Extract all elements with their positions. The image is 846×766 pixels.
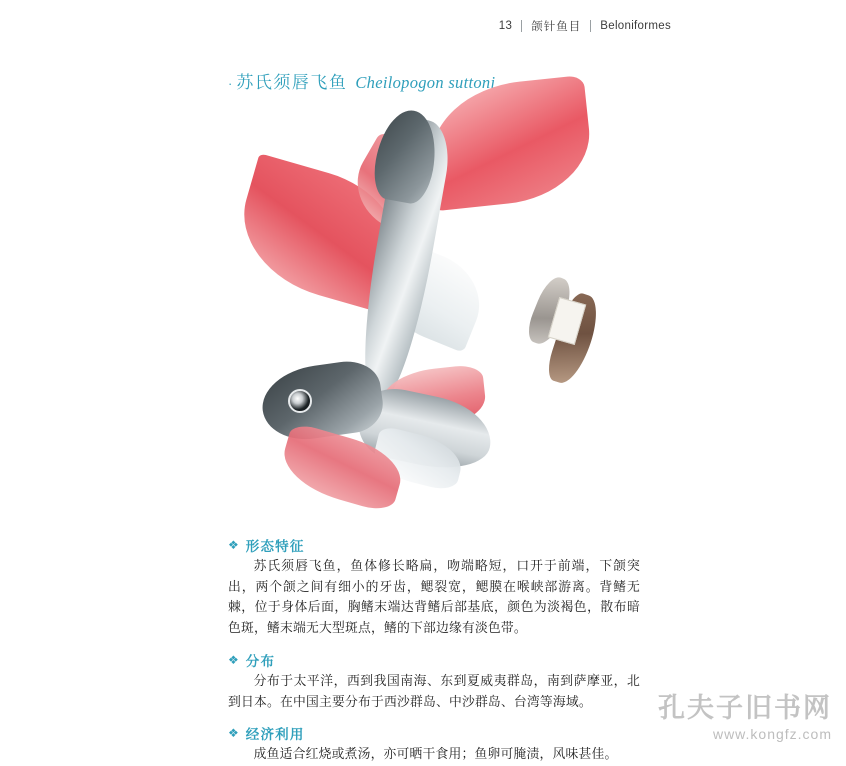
species-name-chinese: 苏氏须唇飞鱼 xyxy=(236,73,348,93)
flower-bullet-icon-3: ❖ xyxy=(228,726,239,741)
flower-bullet-icon: ❖ xyxy=(228,538,239,552)
flying-fish-full-body-photo xyxy=(235,78,635,378)
section-heading-morphology xyxy=(228,535,640,555)
watermark xyxy=(658,686,832,742)
watermark-site-url: www.kongfz.com xyxy=(712,726,832,742)
section-heading-economic-use xyxy=(228,723,640,743)
header-divider-2 xyxy=(590,20,591,32)
closeup-eye xyxy=(288,389,312,413)
watermark-site-name: 孔夫子旧书网 xyxy=(658,693,832,724)
species-name-latin: Cheilopogon suttoni xyxy=(355,73,496,92)
section-heading-distribution xyxy=(228,650,640,670)
flower-bullet-icon-2: ❖ xyxy=(228,652,239,667)
pectoral-fin-right xyxy=(424,75,596,211)
page-number: 13 xyxy=(498,20,513,32)
section-title-distribution: 分布 xyxy=(245,653,276,670)
section-title-morphology: 形态特征 xyxy=(245,539,305,555)
header-divider xyxy=(521,20,522,32)
header-order-chinese: 颌针鱼目 xyxy=(531,21,582,33)
page-header xyxy=(0,16,846,36)
section-text-economic-use: 成鱼适合红烧或煮汤，亦可晒干食用；鱼卵可腌渍，风味甚佳。 xyxy=(253,747,618,763)
section-text-distribution: 分布于太平洋，西到我国南海、东到夏威夷群岛，南到萨摩亚，北到日本。在中国主要分布于西沙群岛、中沙群岛、台湾等海域。 xyxy=(228,673,640,710)
article-body xyxy=(228,535,640,766)
header-order-latin: Beloniformes xyxy=(600,20,671,32)
section-text-morphology: 苏氏须唇飞鱼，鱼体修长略扁，吻端略短，口开于前端，下颌突出，两个颌之间有细小的牙齿，鳃裂宽，鳃膜在喉峡部游离。背鳍无棘，位于身体后面，胸鳍末端达背鳍后部基底，颜色为淡褐色，散布暗色斑，鳍末端无大型斑点，鳍的下部边缘有淡色带。 xyxy=(228,559,640,637)
bullet-icon: · xyxy=(228,76,233,91)
section-title-economic-use: 经济利用 xyxy=(245,727,305,744)
flying-fish-head-closeup-photo xyxy=(262,355,492,520)
